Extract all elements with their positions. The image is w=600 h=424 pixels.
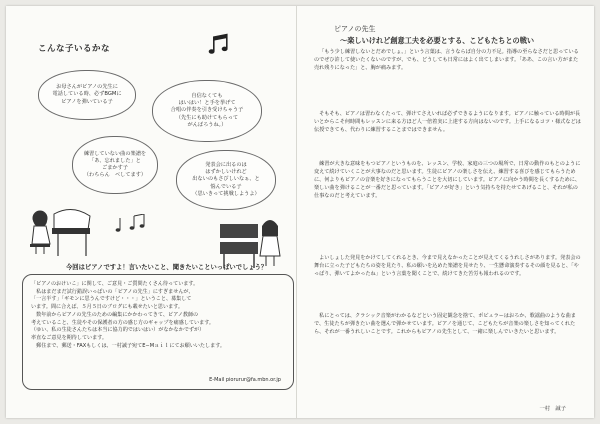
bubble-text: 練習していない曲の楽譜を 「あ、忘れました」と ごまかす子 （わちらん ベしてます） xyxy=(83,150,147,179)
child-at-piano-illustration xyxy=(216,210,284,270)
qa-box xyxy=(22,274,294,390)
author-signature: 一村 誠子 xyxy=(539,406,566,412)
article-paragraph: よいしょした発見をかけてしてくれるとき、今まで見えなかったことが見えてくるうれしさがあります。発表会の舞台に立った子どもたちの姿を見たり、私の願いを込めた楽譜を見せたり、一生懸命演奏するその顔を見ると、「やっぱり、弾いてよかったね」という言葉を聞くことで、続けてきた苦労も報われるのです。 xyxy=(314,255,581,278)
bubble-text: お母さんがピアノの先生に 電話している時、必ずBGMに ピアノを弾いている子 xyxy=(52,84,122,105)
page-fold xyxy=(296,6,297,418)
music-notes-icon xyxy=(112,214,152,236)
email-address: E-Mail piorurur@fa.mbn.or.jp xyxy=(209,377,281,383)
speech-bubble xyxy=(152,80,262,142)
article-paragraph: そもそも、ピアノは習わなくたって、弾けてさえいれば必ずできるようになります。ピアノに触っている時間が長いとからこそ何時間もレッスンに来る方ほど人一倍着実に上達する方向はないのです。上手になるコツ・様式などは伝授できても、代わりに練習することまではできません。 xyxy=(314,111,581,134)
article-paragraph: 「もう少し練習しないとだめでしょ。」という言葉は、言うならば自分の力不足。指導の至らなさだと思っているのでぜひ許して使いたくないのですが、でも、どうしても日常にはよく出てしまいます。「ああ、この言い方がまた売れ残りになった」と、胸が痛みます。 xyxy=(314,49,579,72)
speech-bubble xyxy=(176,150,276,210)
qa-text: 「ピアノのおけいこ」に関して、ご意見・ご質問たくさん待っています。 私はまだまだ試行錯誤いっぱいの「ピアノの先生」にすぎませんが、 「一言半す」「ギモンに思うんですけど・・・」ということ、募集して います。間に合えば、５月５日のブログにも載せたいと思います。 数年前からピアノの先生のための編集にかかわってきて、ピアノ教師の 考えていること、生徒やその保護者の方の感じ方のギャップを痛感しています。 （ゆい、私の生徒さんたちは本当に協力的ではいはい）がなかなかでずが） 率直なご意見を期待しています。 郵住まで、郵送・FAXもしくは、一村誠子宛てE−Mａｉｌにてお願いいたします。 xyxy=(31,281,225,349)
speech-bubble xyxy=(72,136,158,194)
article-paragraph: 練習が大きな意味をもつピアノというものを、レッスン、学校、家庭の三つの場所で、日常の動作のもとのように変えて続けていくことが大事なのだと思います。生徒にピアノの楽しさを伝え、練習する喜びを感じてもらうために、何よりもピアノの音楽を好きになってもらうことを大切にしています。ピアノに向かう時間を長くするために、楽しい曲を弾けることが一番だと思っています。「ピアノが好き」という気持ちを持たせてあげること、それが私の仕事なのだと考えています。 xyxy=(314,161,581,200)
girl-at-piano-illustration xyxy=(24,196,98,260)
right-page xyxy=(304,10,586,410)
page-subtitle: 〜楽しいけれど創意工夫を必要とする、こどもたちとの戦い xyxy=(340,36,535,45)
article-paragraph: 私にとっては、クラシック音楽がわかるなどという固定観念を捨て、ポピュラーはおろか、歌謡曲のような曲まで、生徒たちが弾きたい曲を選んで弾かせています。ピアノを通じて、こどもたちが音楽の楽しさを知ってくれたら、それが一番うれしいことです。これからもピアノの先生として、一緒に楽しんでいきたいと思います。 xyxy=(314,313,576,336)
speech-bubble xyxy=(38,70,136,120)
bubble-text: 自信なくても はいはい！と手を挙げて 合唱の伴奏を引き受けちゃう子 （先生にも助けてもらって がんばろうね。） xyxy=(170,93,244,128)
question-heading: 今回はピアノですよ！言いたいこと、聞きたいこといっぱいでしょう？ xyxy=(66,264,268,271)
music-note-icon xyxy=(206,32,232,58)
left-page xyxy=(16,10,292,410)
page-title: ピアノの先生 xyxy=(334,25,376,33)
section-title: こんな子いるかな xyxy=(38,44,111,54)
bubble-text: 発表会に出るのは はずかしいけれど 出ないのもさびしいなぁ、と 悩んでいる子 （思いきって挑戦しようよ） xyxy=(192,162,260,197)
